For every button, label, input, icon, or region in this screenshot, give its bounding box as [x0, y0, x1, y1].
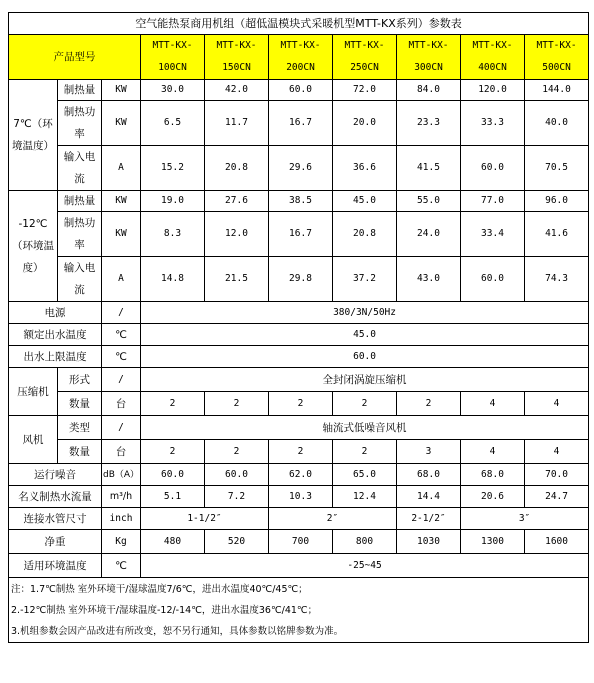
cell: 120.0 [461, 80, 525, 101]
cond-minus12c-label: -12℃（环境温度） [9, 191, 58, 302]
row-unit: / [102, 416, 141, 440]
table-row [9, 486, 589, 508]
row-label: 出水上限温度 [9, 346, 102, 368]
row-unit: KW [102, 191, 141, 212]
row-label: 类型 [58, 416, 102, 440]
cell: 4 [461, 440, 525, 464]
table-title: 空气能热泵商用机组（超低温模块式采暖机型MTT-KX系列）参数表 [9, 13, 589, 35]
cell: 6.5 [141, 101, 205, 146]
cell: 144.0 [525, 80, 589, 101]
cell: 45.0 [141, 324, 589, 346]
cell: 70.0 [525, 464, 589, 486]
model-100: MTT-KX- 100CN [141, 35, 205, 80]
cell: 20.8 [205, 146, 269, 191]
table-row [9, 368, 589, 392]
cell: -25~45 [141, 554, 589, 578]
cell: 19.0 [141, 191, 205, 212]
cell: 30.0 [141, 80, 205, 101]
cell: 60.0 [269, 80, 333, 101]
cell: 29.6 [269, 146, 333, 191]
cell: 1600 [525, 530, 589, 554]
table-row [9, 346, 589, 368]
cell: 12.4 [333, 486, 397, 508]
table-row [9, 212, 589, 257]
model-150: MTT-KX- 150CN [205, 35, 269, 80]
row-label: 制热量 [58, 80, 102, 101]
header-row [9, 35, 589, 80]
cell: 68.0 [397, 464, 461, 486]
cell: 5.1 [141, 486, 205, 508]
cell: 60.0 [205, 464, 269, 486]
cell: 10.3 [269, 486, 333, 508]
row-unit: ℃ [102, 324, 141, 346]
cell: 8.3 [141, 212, 205, 257]
cell: 38.5 [269, 191, 333, 212]
cell: 84.0 [397, 80, 461, 101]
cell: 33.3 [461, 101, 525, 146]
cell: 20.0 [333, 101, 397, 146]
row-unit: dB（A） [102, 464, 141, 486]
row-unit: m³/h [102, 486, 141, 508]
model-label: 产品型号 [9, 35, 141, 80]
cell: 2 [141, 440, 205, 464]
cell: 全封闭涡旋压缩机 [141, 368, 589, 392]
model-500: MTT-KX- 500CN [525, 35, 589, 80]
row-label: 形式 [58, 368, 102, 392]
row-unit: A [102, 257, 141, 302]
row-unit: ℃ [102, 554, 141, 578]
row-unit: ℃ [102, 346, 141, 368]
cond-7c-label: 7℃（环境温度） [9, 80, 58, 191]
row-label: 数量 [58, 440, 102, 464]
model-250: MTT-KX- 250CN [333, 35, 397, 80]
cell: 33.4 [461, 212, 525, 257]
row-label: 数量 [58, 392, 102, 416]
cell: 77.0 [461, 191, 525, 212]
cell: 60.0 [461, 146, 525, 191]
cell: 27.6 [205, 191, 269, 212]
cell: 60.0 [141, 346, 589, 368]
notes-row [9, 578, 589, 643]
cell: 轴流式低噪音风机 [141, 416, 589, 440]
row-unit: Kg [102, 530, 141, 554]
cell: 60.0 [141, 464, 205, 486]
cell: 72.0 [333, 80, 397, 101]
note-3: 3.机组参数会因产品改进有所改变，恕不另行通知，具体参数以铭牌参数为准。 [11, 625, 344, 637]
row-unit: A [102, 146, 141, 191]
row-unit: KW [102, 101, 141, 146]
fan-label: 风机 [9, 416, 58, 464]
spec-table [8, 12, 589, 643]
cell: 2 [205, 440, 269, 464]
table-row [9, 416, 589, 440]
cell: 41.6 [525, 212, 589, 257]
model-300: MTT-KX- 300CN [397, 35, 461, 80]
cell: 45.0 [333, 191, 397, 212]
cell: 74.3 [525, 257, 589, 302]
table-row [9, 508, 589, 530]
row-label: 输入电流 [58, 146, 102, 191]
cell: 380/3N/50Hz [141, 302, 589, 324]
row-label: 名义制热水流量 [9, 486, 102, 508]
row-label: 运行噪音 [9, 464, 102, 486]
cell: 21.5 [205, 257, 269, 302]
cell: 2 [397, 392, 461, 416]
cell: 23.3 [397, 101, 461, 146]
spec-table-container [8, 12, 588, 643]
row-unit: / [102, 302, 141, 324]
cell: 36.6 [333, 146, 397, 191]
cell: 43.0 [397, 257, 461, 302]
note-2: 2.-12℃制热 室外环境干/湿球温度-12/-14℃，进出水温度36℃/41℃； [11, 604, 318, 616]
table-row [9, 324, 589, 346]
cell: 800 [333, 530, 397, 554]
cell: 2 [269, 392, 333, 416]
cell: 20.6 [461, 486, 525, 508]
cell: 62.0 [269, 464, 333, 486]
cell: 65.0 [333, 464, 397, 486]
cell: 12.0 [205, 212, 269, 257]
compressor-label: 压缩机 [9, 368, 58, 416]
model-400: MTT-KX- 400CN [461, 35, 525, 80]
cell: 4 [525, 392, 589, 416]
model-200: MTT-KX- 200CN [269, 35, 333, 80]
table-row [9, 554, 589, 578]
cell: 14.8 [141, 257, 205, 302]
table-row [9, 464, 589, 486]
cell: 68.0 [461, 464, 525, 486]
table-row [9, 80, 589, 101]
row-label: 电源 [9, 302, 102, 324]
row-unit: 台 [102, 440, 141, 464]
cell: 60.0 [461, 257, 525, 302]
cell: 16.7 [269, 212, 333, 257]
cell: 480 [141, 530, 205, 554]
cell: 1-1/2″ [141, 508, 269, 530]
cell: 42.0 [205, 80, 269, 101]
table-row [9, 530, 589, 554]
table-row [9, 257, 589, 302]
note-1: 注：1.7℃制热 室外环境干/湿球温度7/6℃，进出水温度40℃/45℃； [11, 583, 308, 595]
cell: 4 [461, 392, 525, 416]
table-row [9, 302, 589, 324]
row-unit: KW [102, 80, 141, 101]
cell: 2 [141, 392, 205, 416]
cell: 41.5 [397, 146, 461, 191]
row-unit: inch [102, 508, 141, 530]
cell: 700 [269, 530, 333, 554]
table-row [9, 191, 589, 212]
table-row [9, 101, 589, 146]
cell: 7.2 [205, 486, 269, 508]
cell: 1300 [461, 530, 525, 554]
cell: 96.0 [525, 191, 589, 212]
row-label: 制热量 [58, 191, 102, 212]
cell: 4 [525, 440, 589, 464]
row-label: 连接水管尺寸 [9, 508, 102, 530]
row-label: 制热功率 [58, 101, 102, 146]
row-label: 适用环境温度 [9, 554, 102, 578]
cell: 15.2 [141, 146, 205, 191]
cell: 70.5 [525, 146, 589, 191]
cell: 37.2 [333, 257, 397, 302]
cell: 3 [397, 440, 461, 464]
cell: 14.4 [397, 486, 461, 508]
cell: 24.7 [525, 486, 589, 508]
cell: 2 [333, 392, 397, 416]
cell: 2 [269, 440, 333, 464]
cell: 24.0 [397, 212, 461, 257]
cell: 16.7 [269, 101, 333, 146]
cell: 1030 [397, 530, 461, 554]
row-label: 额定出水温度 [9, 324, 102, 346]
cell: 2 [205, 392, 269, 416]
cell: 2″ [269, 508, 397, 530]
cell: 29.8 [269, 257, 333, 302]
row-label: 制热功率 [58, 212, 102, 257]
table-row [9, 440, 589, 464]
cell: 55.0 [397, 191, 461, 212]
cell: 11.7 [205, 101, 269, 146]
cell: 40.0 [525, 101, 589, 146]
row-label: 净重 [9, 530, 102, 554]
row-unit: / [102, 368, 141, 392]
table-row [9, 392, 589, 416]
cell: 3″ [461, 508, 589, 530]
cell: 2 [333, 440, 397, 464]
cell: 520 [205, 530, 269, 554]
row-unit: KW [102, 212, 141, 257]
table-row [9, 146, 589, 191]
row-unit: 台 [102, 392, 141, 416]
cell: 2-1/2″ [397, 508, 461, 530]
cell: 20.8 [333, 212, 397, 257]
row-label: 输入电流 [58, 257, 102, 302]
